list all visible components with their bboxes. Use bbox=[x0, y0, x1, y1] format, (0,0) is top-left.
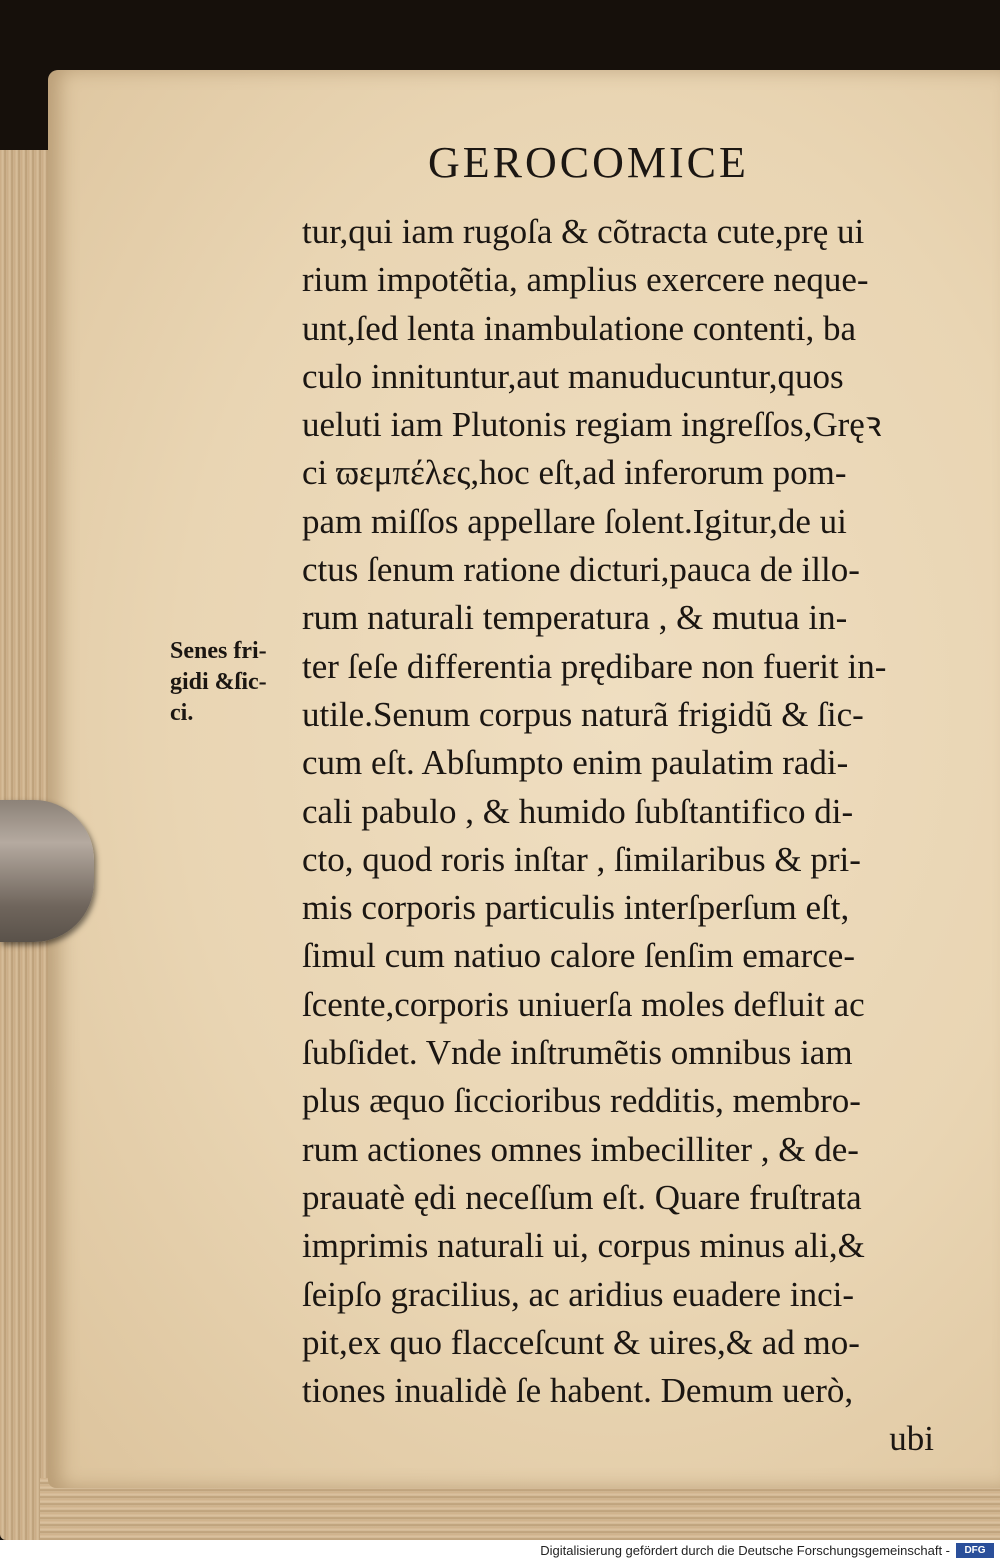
text-line: ter ſeſe differentia prędibare non fuerit in- bbox=[302, 646, 887, 686]
marginal-note-line: gidi &ſic- bbox=[170, 669, 267, 695]
text-line: tur,qui iam rugoſa & cõtracta cute,prę ui bbox=[302, 212, 865, 251]
text-line: tiones inualidè ſe habent. Demum uerò, bbox=[302, 1371, 854, 1411]
text-line: rum naturali temperatura , & mutua in- bbox=[302, 598, 848, 638]
text-line: rium impotẽtia, amplius exercere neque- bbox=[302, 260, 869, 300]
running-head: GEROCOMICE bbox=[428, 138, 749, 187]
text-line: pit,ex quo flacceſcunt & uires,& ad mo- bbox=[302, 1322, 860, 1362]
text-line: rum actiones omnes imbecilliter , & de- bbox=[302, 1129, 859, 1169]
body-text bbox=[302, 208, 942, 1464]
text-line: ſimul cum natiuo calore ſenſim emarce- bbox=[302, 936, 855, 976]
text-line: ci ϖεμπέλες,hoc eſt,ad inferorum pom- bbox=[302, 453, 847, 493]
text-line: ſeipſo gracilius, ac aridius euadere inci- bbox=[302, 1274, 854, 1314]
text-line: plus æquo ſiccioribus redditis, membro- bbox=[302, 1081, 861, 1121]
marginal-note bbox=[170, 636, 302, 729]
text-line: mis corporis particulis interſperſum eſt, bbox=[302, 888, 850, 928]
dfg-logo: DFG bbox=[956, 1543, 994, 1558]
text-line: ueluti iam Plutonis regiam ingreſſos,Gręꝛ bbox=[302, 405, 882, 445]
text-line: cali pabulo , & humido ſubſtantifico di- bbox=[302, 791, 854, 831]
text-line: cto, quod roris inſtar , ſimilaribus & pri- bbox=[302, 839, 861, 879]
text-line: ctus ſenum ratione dicturi,pauca de illo- bbox=[302, 550, 860, 590]
funding-credit: Digitalisierung gefördert durch die Deutsche Forschungsgemeinschaft - bbox=[540, 1543, 950, 1558]
text-line: ſcente,corporis uniuerſa moles defluit ac bbox=[302, 984, 865, 1024]
text-line: imprimis naturali ui, corpus minus ali,& bbox=[302, 1226, 865, 1266]
text-line: prauatè ędi neceſſum eſt. Quare fruſtrata bbox=[302, 1177, 862, 1217]
text-line: pam miſſos appellare ſolent.Igitur,de ui bbox=[302, 501, 847, 541]
text-line: ubi bbox=[889, 1419, 934, 1459]
marginal-note-line: ci. bbox=[170, 700, 194, 726]
text-line: ſubſidet. Vnde inſtrumẽtis omnibus iam bbox=[302, 1033, 853, 1073]
text-line: utile.Senum corpus naturã frigidũ & ſic- bbox=[302, 694, 864, 734]
text-line: culo innituntur,aut manuducuntur,quos bbox=[302, 356, 844, 396]
text-line: cum eſt. Abſumpto enim paulatim radi- bbox=[302, 743, 849, 783]
marginal-note-line: Senes fri- bbox=[170, 638, 267, 664]
text-line: unt,ſed lenta inambulatione contenti, ba bbox=[302, 308, 857, 348]
